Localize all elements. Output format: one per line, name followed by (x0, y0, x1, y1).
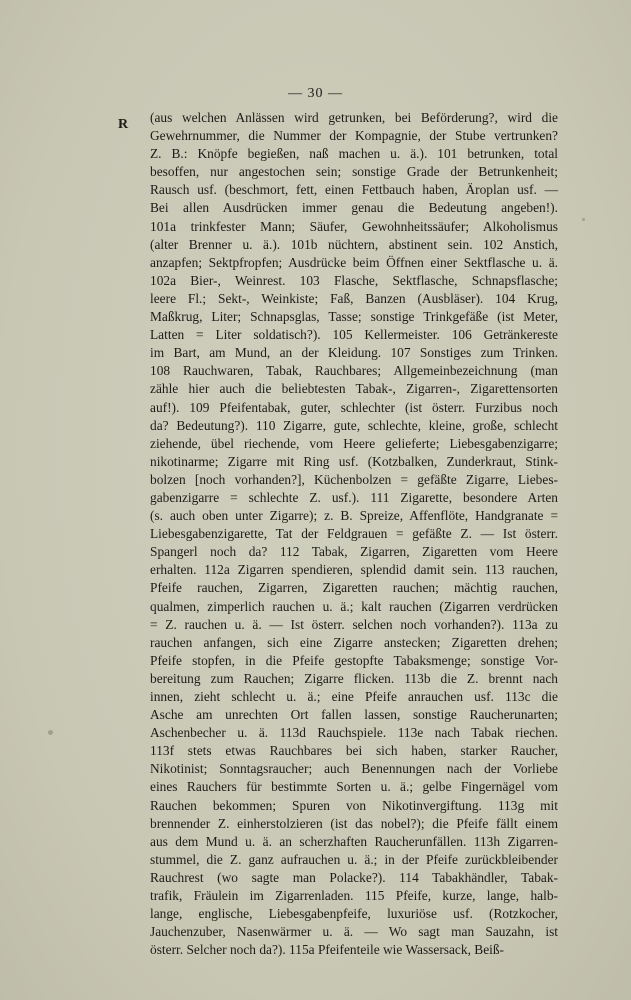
body-text (150, 109, 558, 959)
text-line: Spangerl noch da? 112 Tabak, Zigarren, Zigaretten vom Heere (150, 544, 558, 560)
text-line: eines Rauchers für bestimmte Sorten u. ä.; gelbe Fingernägel vom (150, 779, 558, 795)
text-line: bereitung zum Rauchen; Zigarre flicken. 113b die Z. brennt nach (150, 670, 558, 686)
text-line: anzapfen; Sektpfropfen; Ausdrücke beim Öffnen einer Sektflasche u. ä. (150, 254, 558, 270)
text-line: Aschenbecher u. ä. 113d Rauchspiele. 113e nach Tabak riechen. (150, 725, 558, 741)
text-line: gabenzigarre = schlechte Z. usf.). 111 Zigarette, besondere Arten (150, 489, 558, 505)
text-line: nikotinarme; Zigarre mit Ring usf. (Kotzbalken, Zunderkraut, Stink- (150, 453, 558, 469)
text-line: Rauchrest (wo sagte man Polacke?). 114 Tabakhändler, Tabak- (150, 869, 558, 885)
text-line: erhalten. 112a Zigarren spendieren, splendid damit sein. 113 rauchen, (150, 562, 558, 578)
text-line: = Z. rauchen u. ä. — Ist österr. selchen noch vorhanden?). 113a zu (150, 616, 558, 632)
text-line: (s. auch oben unter Zigarre); z. B. Spreize, Affenflöte, Handgranate = (150, 508, 558, 524)
text-line: ziehende, übel riechende, vom Heere gelieferte; Liebesgabenzigarre; (150, 435, 558, 451)
paper-speck (303, 913, 306, 916)
text-line: Latten = Liter soldatisch?). 105 Kellermeister. 106 Getränkereste (150, 327, 558, 343)
text-line: trafik, Fräulein im Zigarrenladen. 115 Pfeife, kurze, lange, halb- (150, 888, 558, 904)
text-line: Pfeife rauchen, Zigarren, Zigaretten rauchen; mächtig rauchen, (150, 580, 558, 596)
text-line: (alter Brenner u. ä.). 101b nüchtern, abstinent sein. 102 Anstich, (150, 236, 558, 252)
text-line: 108 Rauchwaren, Tabak, Rauchbares; Allgemeinbezeichnung (man (150, 363, 558, 379)
text-line: brennender Z. einherstolzieren (ist das nobel?); die Pfeife fällt einem (150, 815, 558, 831)
text-line: Nikotinist; Sonntagsraucher; auch Benennungen nach der Vorliebe (150, 761, 558, 777)
text-line: Maßkrug, Liter; Schnapsglas, Tasse; sonstige Trinkgefäße (ist Meter, (150, 309, 558, 325)
paper-speck (48, 730, 53, 735)
text-line: (aus welchen Anlässen wird getrunken, bei Beförderung?, wird die (150, 110, 558, 125)
paper-speck (582, 218, 585, 221)
text-line: innen, zieht schlecht u. ä.; eine Pfeife anrauchen usf. 113c die (150, 689, 558, 704)
text-line: Pfeife stopfen, in die Pfeife gestopfte Tabaksmenge; sonstige Vor- (150, 652, 558, 668)
text-line: zähle hier auch die beliebtesten Tabak-, Zigarren-, Zigarettensorten (150, 381, 558, 397)
text-line: qualmen, zimperlich rauchen u. ä.; kalt rauchen (Zigarren verdrücken (150, 598, 558, 614)
text-line: da? Bedeutung?). 110 Zigarre, gute, schlechte, kleine, große, schlecht (150, 417, 558, 433)
text-line: leere Fl.; Sekt-, Weinkiste; Faß, Banzen (Ausbläser). 104 Krug, (150, 290, 558, 306)
text-line: im Bart, am Mund, an der Kleidung. 107 Sonstiges zum Trinken. (150, 345, 558, 361)
text-line: Rausch usf. (beschmort, fett, einen Fettbauch haben, Äroplan usf. — (150, 182, 558, 198)
text-line: Z. B.: Knöpfe begießen, naß machen u. ä.). 101 betrunken, total (150, 146, 558, 162)
text-line: rauchen anfangen, sich eine Zigarre anstecken; Zigaretten drehen; (150, 634, 558, 650)
text-line: österr. Selcher noch da?). 115a Pfeifenteile wie Wassersack, Beiß- (150, 942, 505, 958)
text-line: Rauchen bekommen; Spuren von Nikotinvergiftung. 113g mit (150, 797, 558, 813)
text-line: bolzen [noch vorhanden?], Küchenbolzen = gefäßte Zigarre, Liebes- (150, 471, 558, 487)
page-number: — 30 — (288, 86, 343, 101)
text-line: Gewehrnummer, die Nummer der Kompagnie, der Stube vertrunken? (150, 128, 558, 144)
text-line: Bei allen Ausdrücken immer genau die Bedeutung angeben!). (150, 200, 558, 216)
text-line: auf!). 109 Pfeifentabak, guter, schlechter (ist österr. Furzibus noch (150, 399, 558, 415)
text-line: stummel, die Z. ganz aufrauchen u. ä.; in der Pfeife zurückbleibender (150, 851, 558, 867)
text-line: 101a trinkfester Mann; Säufer, Gewohnheitssäufer; Alkoholismus (150, 218, 558, 234)
text-line: Jauchenzuber, Nasenwärmer u. ä. — Wo sagt man Sauzahn, ist (150, 924, 558, 940)
text-line: lange, englische, Liebesgabenpfeife, luxuriöse usf. (Rotzkocher, (150, 906, 558, 922)
text-line: Liebesgabenzigarette, Tat der Feldgrauen = gefäßte Z. — Ist österr. (150, 526, 558, 542)
section-marker: R (118, 117, 129, 132)
text-line: 113f stets etwas Rauchbares bei sich haben, starker Raucher, (150, 743, 558, 759)
text-line: Asche am unrechten Ort fallen lassen, sonstige Raucherunarten; (150, 707, 558, 723)
text-line: aus dem Mund u. ä. an scherzhaften Raucherunfällen. 113h Zigarren- (150, 833, 558, 849)
text-line: 102a Bier-, Weinrest. 103 Flasche, Sektflasche, Schnapsflasche; (150, 272, 558, 288)
text-line: besoffen, nur angestochen sein; sonstige Grade der Betrunkenheit; (150, 164, 558, 180)
